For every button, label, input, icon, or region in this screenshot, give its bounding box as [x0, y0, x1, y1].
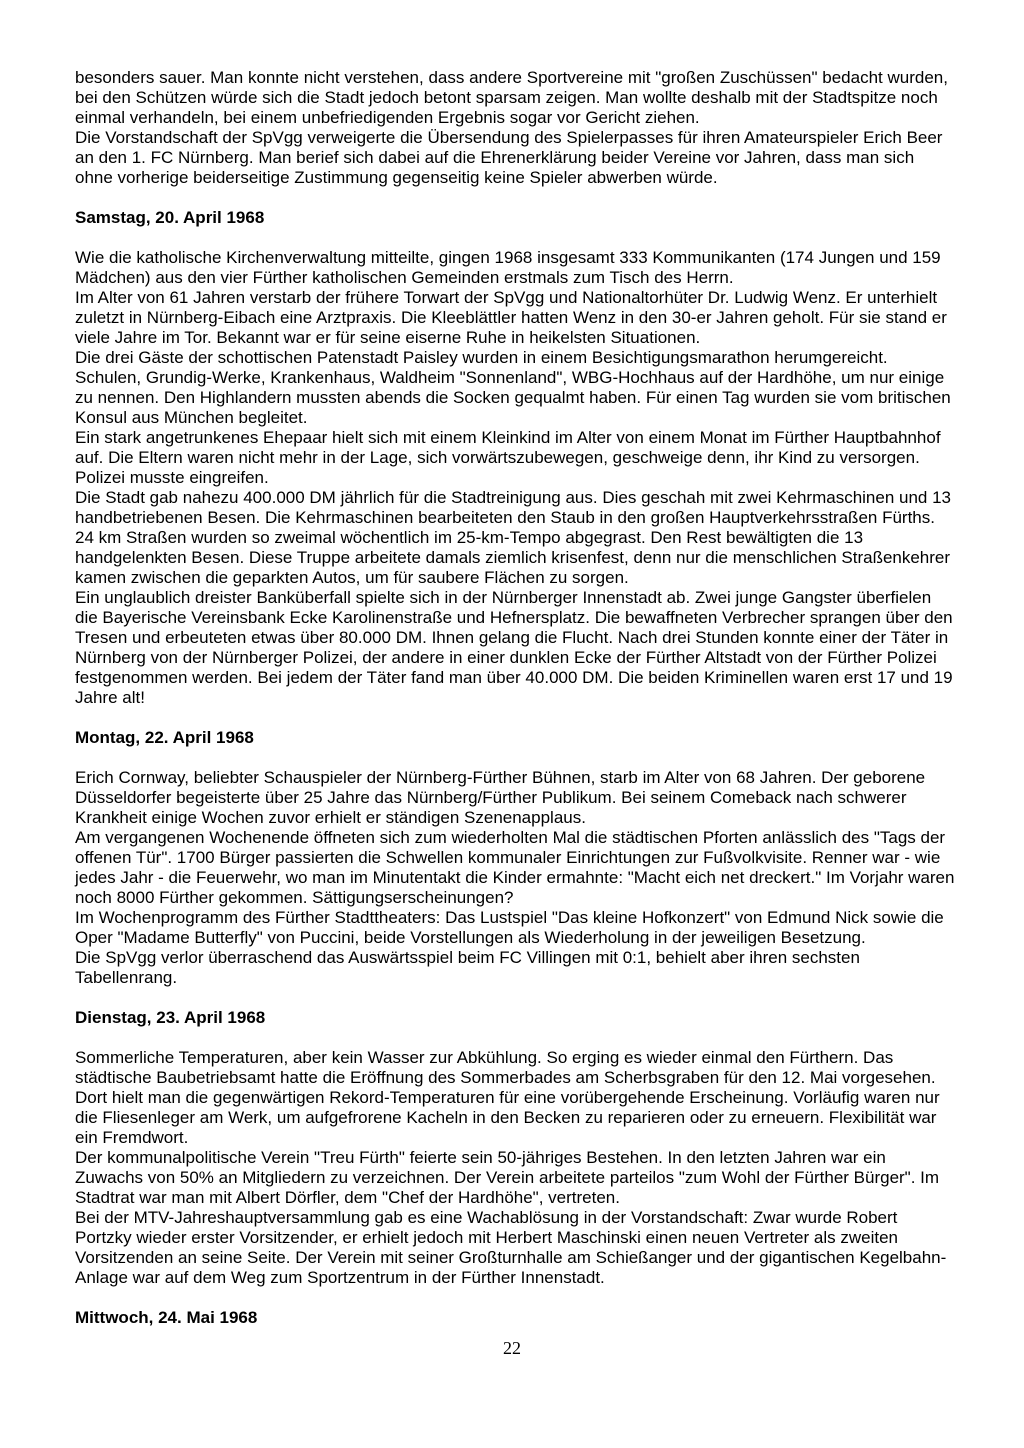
paragraph: besonders sauer. Man konnte nicht verstehen, dass andere Sportvereine mit "großen Zuschüssen" bedacht wurden, bei den Schützen würde sich die Stadt jedoch betont sparsam zeigen. Man wollte deshalb mit der Stadtspitze noch einmal verhandeln, bei einem unbefriedigenden Ergebnis sogar vor Gericht ziehen. — [75, 68, 948, 127]
section-heading-samstag-20-april: Samstag, 20. April 1968 — [75, 208, 265, 227]
paragraph: Erich Cornway, beliebter Schauspieler der Nürnberg-Fürther Bühnen, starb im Alter von 68 Jahren. Der geborene Düsseldorfer begeisterte über 25 Jahre das Nürnberg/Fürther Publikum. Bei seinem Comeback nach schwerer Krankheit einige Wochen zuvor erhielt er ständigen Szenenapplaus. — [75, 768, 926, 827]
document-body — [75, 68, 956, 1348]
paragraph: Ein stark angetrunkenes Ehepaar hielt sich mit einem Kleinkind im Alter von einem Monat im Fürther Hauptbahnhof auf. Die Eltern waren nicht mehr in der Lage, sich vorwärtszubewegen, geschweige denn, ihr Kind zu versorgen. Polizei musste eingreifen. — [75, 428, 941, 487]
paragraph: Die Stadt gab nahezu 400.000 DM jährlich für die Stadtreinigung aus. Dies geschah mit zwei Kehrmaschinen und 13 handbetriebenen Besen. Die Kehrmaschinen bearbeiteten den Staub in den großen Hauptverkehrsstraßen Fürths. 24 km Straßen wurden so zweimal wöchentlich im 25-km-Tempo abgegrast. Den Rest bewältigten die 13 handgelenkten Besen. Diese Truppe arbeitete damals ziemlich krisenfest, denn nur die menschlichen Straßenkehrer kamen zwischen die geparkten Autos, um für saubere Flächen zu sorgen. — [75, 488, 952, 587]
paragraph: Sommerliche Temperaturen, aber kein Wasser zur Abkühlung. So erging es wieder einmal den Fürthern. Das städtische Baubetriebsamt hatte die Eröffnung des Sommerbades am Scherbsgraben für den 12. Mai vorgesehen. Dort hielt man die gegenwärtigen Rekord-Temperaturen für eine vorübergehende Erscheinung. Vorläufig waren nur die Fliesenleger am Werk, um aufgefrorene Kacheln in den Becken zu reparieren oder zu erneuern. Flexibilität war ein Fremdwort. — [75, 1048, 940, 1147]
section-heading-dienstag-23-april: Dienstag, 23. April 1968 — [75, 1008, 266, 1027]
section-heading-montag-22-april: Montag, 22. April 1968 — [75, 728, 254, 747]
paragraph: Bei der MTV-Jahreshauptversammlung gab es eine Wachablösung in der Vorstandschaft: Zwar wurde Robert Portzky wieder erster Vorsitzender, er erhielt jedoch mit Herbert Maschinski einen neuen Vertreter als zweiten Vorsitzenden an seine Seite. Der Verein mit seiner Großturnhalle am Schießanger und der gigantischen Kegelbahn-Anlage war auf dem Weg zum Sportzentrum in der Fürther Innenstadt. — [75, 1208, 947, 1287]
paragraph: Im Wochenprogramm des Fürther Stadttheaters: Das Lustspiel "Das kleine Hofkonzert" von Edmund Nick sowie die Oper "Madame Butterfly" von Puccini, beide Vorstellungen als Wiederholung in der jeweiligen Besetzung. — [75, 908, 944, 947]
paragraph: Die SpVgg verlor überraschend das Auswärtsspiel beim FC Villingen mit 0:1, behielt aber ihren sechsten Tabellenrang. — [75, 948, 860, 987]
paragraph: Im Alter von 61 Jahren verstarb der frühere Torwart der SpVgg und Nationaltorhüter Dr. Ludwig Wenz. Er unterhielt zuletzt in Nürnberg-Eibach eine Arztpraxis. Die Kleeblättler hatten Wenz in den 30-er Jahren geholt. Für sie stand er viele Jahre im Tor. Bekannt war er für seine eiserne Ruhe in heikelsten Situationen. — [75, 288, 947, 347]
paragraph: Die Vorstandschaft der SpVgg verweigerte die Übersendung des Spielerpasses für ihren Amateurspieler Erich Beer an den 1. FC Nürnberg. Man berief sich dabei auf die Ehrenerklärung beider Vereine vor Jahren, dass man sich ohne vorherige beiderseitige Zustimmung gegenseitig keine Spieler abwerben würde. — [75, 128, 943, 187]
page-number: 22 — [503, 1338, 521, 1358]
paragraph: Wie die katholische Kirchenverwaltung mitteilte, gingen 1968 insgesamt 333 Kommunikanten (174 Jungen und 159 Mädchen) aus den vier Fürther katholischen Gemeinden erstmals zum Tisch des Herrn. — [75, 248, 941, 287]
paragraph: Ein unglaublich dreister Banküberfall spielte sich in der Nürnberger Innenstadt ab. Zwei junge Gangster überfielen die Bayerische Vereinsbank Ecke Karolinenstraße und Hefnersplatz. Die bewaffneten Verbrecher sprangen über den Tresen und erbeuteten etwas über 80.000 DM. Ihnen gelang die Flucht. Nach drei Stunden konnte einer der Täter in Nürnberg von der Nürnberger Polizei, der andere in einer dunklen Ecke der Fürther Altstadt von der Fürther Polizei festgenommen werden. Bei jedem der Täter fand man über 40.000 DM. Die beiden Kriminellen waren erst 17 und 19 Jahre alt! — [75, 588, 953, 707]
paragraph: Die drei Gäste der schottischen Patenstadt Paisley wurden in einem Besichtigungsmarathon herumgereicht. Schulen, Grundig-Werke, Krankenhaus, Waldheim "Sonnenland", WBG-Hochhaus auf der Hardhöhe, um nur einige zu nennen. Den Highlandern mussten abends die Socken gequalmt haben. Für einen Tag wurden sie vom britischen Konsul aus München begleitet. — [75, 348, 951, 427]
paragraph: Der kommunalpolitische Verein "Treu Fürth" feierte sein 50-jähriges Bestehen. In den letzten Jahren war ein Zuwachs von 50% an Mitgliedern zu verzeichnen. Der Verein arbeitete parteilos "zum Wohl der Fürther Bürger". Im Stadtrat war man mit Albert Dörfler, dem "Chef der Hardhöhe", vertreten. — [75, 1148, 940, 1207]
page-footer — [0, 1337, 1024, 1359]
paragraph: Am vergangenen Wochenende öffneten sich zum wiederholten Mal die städtischen Pforten anlässlich des "Tags der offenen Tür". 1700 Bürger passierten die Schwellen kommunaler Einrichtungen zur Fußvolkvisite. Renner war - wie jedes Jahr - die Feuerwehr, wo man im Minutentakt die Kinder ermahnte: "Macht eich net dreckert." Im Vorjahr waren noch 8000 Fürther gekommen. Sättigungserscheinungen? — [75, 828, 955, 907]
section-heading-mittwoch-24-mai: Mittwoch, 24. Mai 1968 — [75, 1308, 258, 1327]
